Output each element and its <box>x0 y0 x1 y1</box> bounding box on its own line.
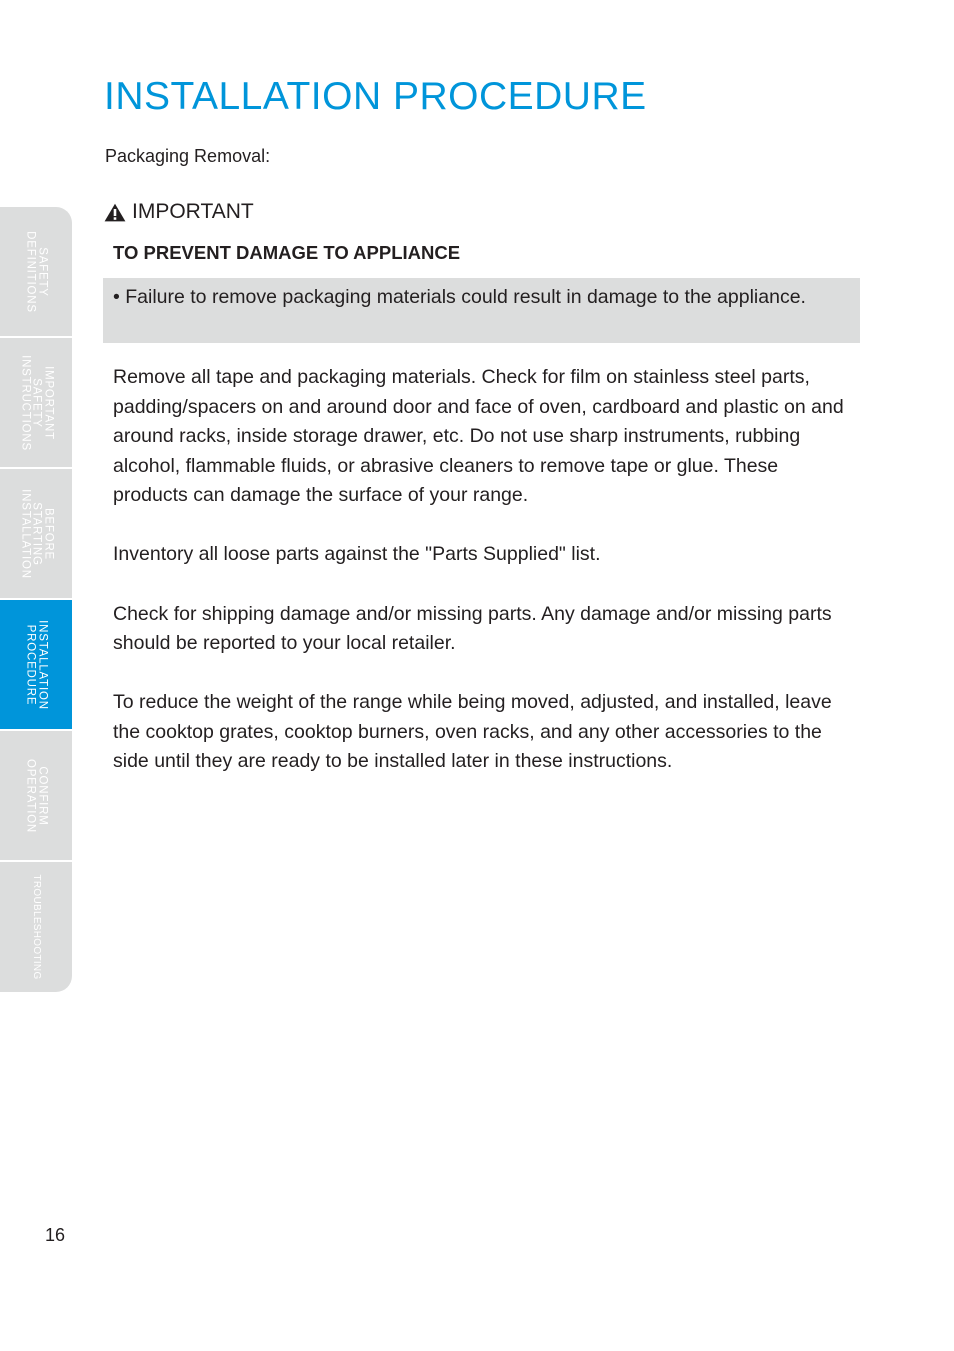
important-heading <box>104 199 254 225</box>
sidebar-tab-confirm-operation[interactable] <box>0 731 72 862</box>
paragraph-shipping-damage: Check for shipping damage and/or missing parts. Any damage and/or missing parts should be reported to your local retailer. <box>113 602 832 655</box>
sidebar-tab-label: IMPORTANT SAFETY INSTRUCTIONS <box>19 354 55 451</box>
sidebar-tab-label: BEFORE STARTING INSTALLATION <box>19 488 55 579</box>
warning-triangle-icon <box>104 203 126 222</box>
body-text <box>113 363 853 807</box>
notice-box <box>103 278 860 343</box>
sidebar-tab-troubleshooting[interactable] <box>0 862 72 992</box>
sidebar-tab-safety-definitions[interactable] <box>0 207 72 338</box>
important-label: IMPORTANT <box>132 200 254 223</box>
paragraph-reduce-weight: To reduce the weight of the range while being moved, adjusted, and installed, leave the cooktop grates, cooktop burners, oven racks, and any other accessories to the side until they are ready to be installed later in these instructions. <box>113 691 832 773</box>
sidebar-tab-before-starting-installation[interactable] <box>0 469 72 600</box>
page-title: INSTALLATION PROCEDURE <box>104 75 647 118</box>
section-subheading: Packaging Removal: <box>105 146 271 166</box>
sidebar-tab-label: TROUBLESHOOTING <box>30 874 42 980</box>
page-number: 16 <box>45 1225 66 1245</box>
sidebar-tab-label: SAFETY DEFINITIONS <box>25 230 49 313</box>
paragraph-inventory: Inventory all loose parts against the "Parts Supplied" list. <box>113 543 601 566</box>
prevent-damage-heading: TO PREVENT DAMAGE TO APPLIANCE <box>113 242 461 263</box>
sidebar-tab-important-safety-instructions[interactable] <box>0 338 72 469</box>
section-sidebar <box>0 207 72 992</box>
notice-text: • Failure to remove packaging materials could result in damage to the appliance. <box>113 286 806 308</box>
sidebar-tab-installation-procedure[interactable] <box>0 600 72 731</box>
sidebar-tab-label: INSTALLATION PROCEDURE <box>25 619 49 710</box>
paragraph-packaging: Remove all tape and packaging materials. Check for film on stainless steel parts, padding/spacers on and around door and face of oven, cardboard and plastic on and around racks, inside storage drawer, etc. Do not use sharp instruments, rubbing alcohol, flammable fluids, or abrasive cleaners to remove tape or glue. These products can damage the surface of your range. <box>113 366 844 507</box>
sidebar-tab-label: CONFIRM OPERATION <box>25 758 49 833</box>
